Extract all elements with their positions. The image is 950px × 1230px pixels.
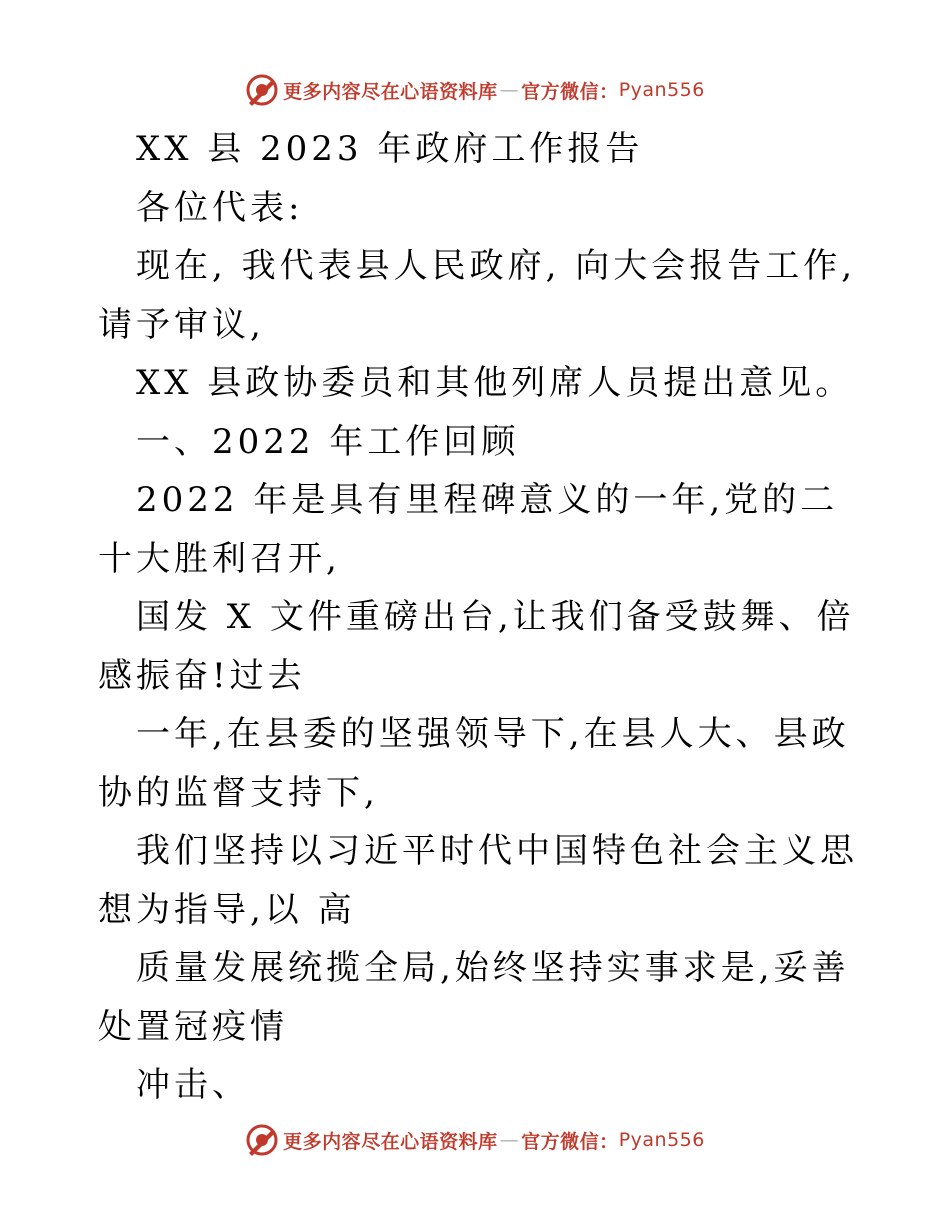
footer-watermark — [0, 1120, 950, 1160]
pen-logo-icon — [245, 1123, 279, 1157]
header-watermark — [0, 70, 950, 110]
document-body — [98, 120, 858, 1115]
paragraph: 一年,在县委的坚强领导下,在县人大、县政协的监督支持下, — [98, 714, 850, 813]
paragraph: 国发 X 文件重磅出台,让我们备受鼓舞、倍感振奋!过去 — [98, 597, 855, 696]
paragraph: 冲击、 — [136, 1065, 250, 1105]
watermark-dash: — — [499, 79, 520, 101]
pen-logo-icon — [245, 73, 279, 107]
paragraph: XX 县政协委员和其他列席人员提出意见。 — [136, 363, 854, 403]
document-title: XX 县 2023 年政府工作报告 — [136, 129, 644, 169]
watermark-brand: 更多内容尽在心语资料库 — [283, 80, 498, 103]
paragraph: 现在, 我代表县人民政府, 向大会报告工作, 请予审议, — [98, 246, 857, 345]
watermark-dash: — — [499, 1129, 520, 1151]
watermark-brand: 更多内容尽在心语资料库 — [283, 1130, 498, 1153]
paragraph: 我们坚持以习近平时代中国特色社会主义思想为指导,以 高 — [98, 831, 858, 930]
watermark-label: 官方微信： — [521, 1130, 619, 1153]
watermark-account: Pyan556 — [618, 79, 705, 101]
salutation: 各位代表: — [136, 187, 304, 228]
paragraph: 2022 年是具有里程碑意义的一年,党的二十大胜利召开, — [98, 480, 839, 579]
watermark-account: Pyan556 — [618, 1129, 705, 1151]
paragraph: 质量发展统揽全局,始终坚持实事求是,妥善处置冠疫情 — [98, 948, 850, 1047]
section-heading: 一、2022 年工作回顾 — [136, 421, 520, 462]
watermark-label: 官方微信： — [521, 80, 619, 103]
